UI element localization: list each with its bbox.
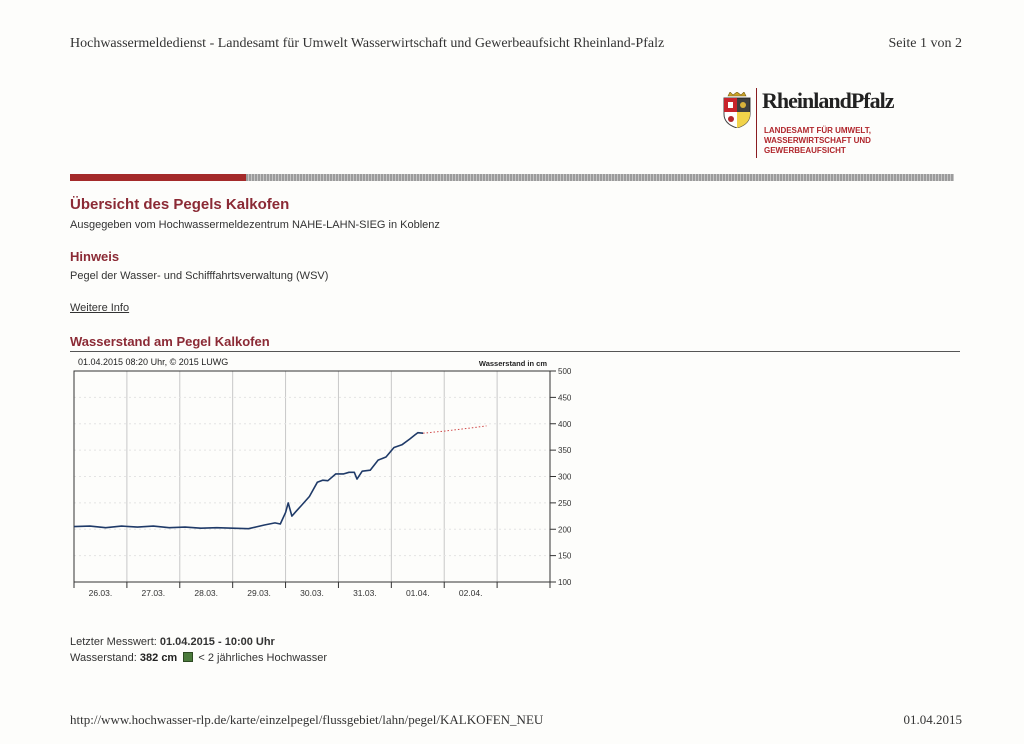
chart-x-tick-label: 02.04. [458,588,483,598]
hint-text: Pegel der Wasser- und Schifffahrtsverwaltung (WSV) [70,270,329,282]
water-level-value: 382 cm [139,652,178,664]
logo-divider [756,88,757,158]
chart-y-tick-label: 450 [558,393,572,403]
chart-section-title: Wasserstand am Pegel Kalkofen [70,334,270,349]
chart-x-tick-label: 01.04. [405,588,430,598]
coat-of-arms-icon [722,92,752,128]
logo-subtitle-line: WASSERWIRTSCHAFT UND [764,136,871,145]
logo-subtitle-line: GEWERBEAUFSICHT [764,146,846,155]
chart-y-tick-label: 500 [558,367,572,376]
chart-series-forecast [423,426,486,433]
chart-x-tick-label: 27.03. [141,588,166,598]
chart-y-tick-label: 400 [558,419,572,429]
chart-y-axis [550,367,572,587]
last-measurement-label: Letzter Messwert: [70,636,157,648]
chart-grid [74,371,550,582]
chart-x-tick-label: 28.03. [194,588,219,598]
chart-series [74,426,487,529]
print-header-title: Hochwassermeldedienst - Landesamt für Umwelt Wasserwirtschaft und Gewerbeaufsicht Rheinland-Pfalz [70,36,665,51]
chart-header-timestamp: 01.04.2015 08:20 Uhr, © 2015 LUWG [78,357,229,367]
page-title: Übersicht des Pegels Kalkofen [70,196,290,213]
chart-series-measured [74,433,423,529]
chart-y-tick-label: 250 [558,498,572,508]
logo-subtitle-line: LANDESAMT FÜR UMWELT, [764,126,871,135]
print-date: 01.04.2015 [903,712,962,727]
flood-class-icon [183,652,193,662]
water-level-label: Wasserstand: [70,652,137,664]
rlp-logo [722,88,922,160]
header-divider-accent [70,174,246,181]
chart-x-tick-label: 30.03. [300,588,324,598]
last-measurement-value: 01.04.2015 - 10:00 Uhr [159,636,275,648]
chart-y-tick-label: 200 [558,525,572,535]
chart-y-tick-label: 100 [558,578,572,587]
flood-class-text: < 2 jährliches Hochwasser [198,652,328,664]
header-divider-rest [246,174,954,181]
chart-x-tick-label: 26.03. [88,588,113,598]
chart-y-axis-title: Wasserstand in cm [478,359,547,368]
water-level-chart [62,352,582,602]
issued-by-text: Ausgegeben vom Hochwassermeldezentrum NAHE-LAHN-SIEG in Koblenz [70,219,440,231]
page-url: http://www.hochwasser-rlp.de/karte/einzelpegel/flussgebiet/lahn/pegel/KALKOFEN_NEU [70,712,544,727]
chart-x-axis [74,582,550,598]
current-water-level [70,652,327,664]
page-number: Seite 1 von 2 [888,36,962,51]
more-info-link[interactable]: Weitere Info [70,302,130,314]
hint-heading: Hinweis [70,249,120,264]
chart-y-tick-label: 300 [558,472,572,482]
header-divider-bar [70,174,954,181]
chart-x-tick-label: 29.03. [247,588,271,598]
chart-y-tick-label: 150 [558,551,572,561]
last-measurement [70,636,275,648]
logo-subtitle [764,126,904,156]
chart-x-tick-label: 31.03. [353,588,377,598]
logo-wordmark: RheinlandPfalz [762,88,894,113]
chart-y-tick-label: 350 [558,446,572,456]
